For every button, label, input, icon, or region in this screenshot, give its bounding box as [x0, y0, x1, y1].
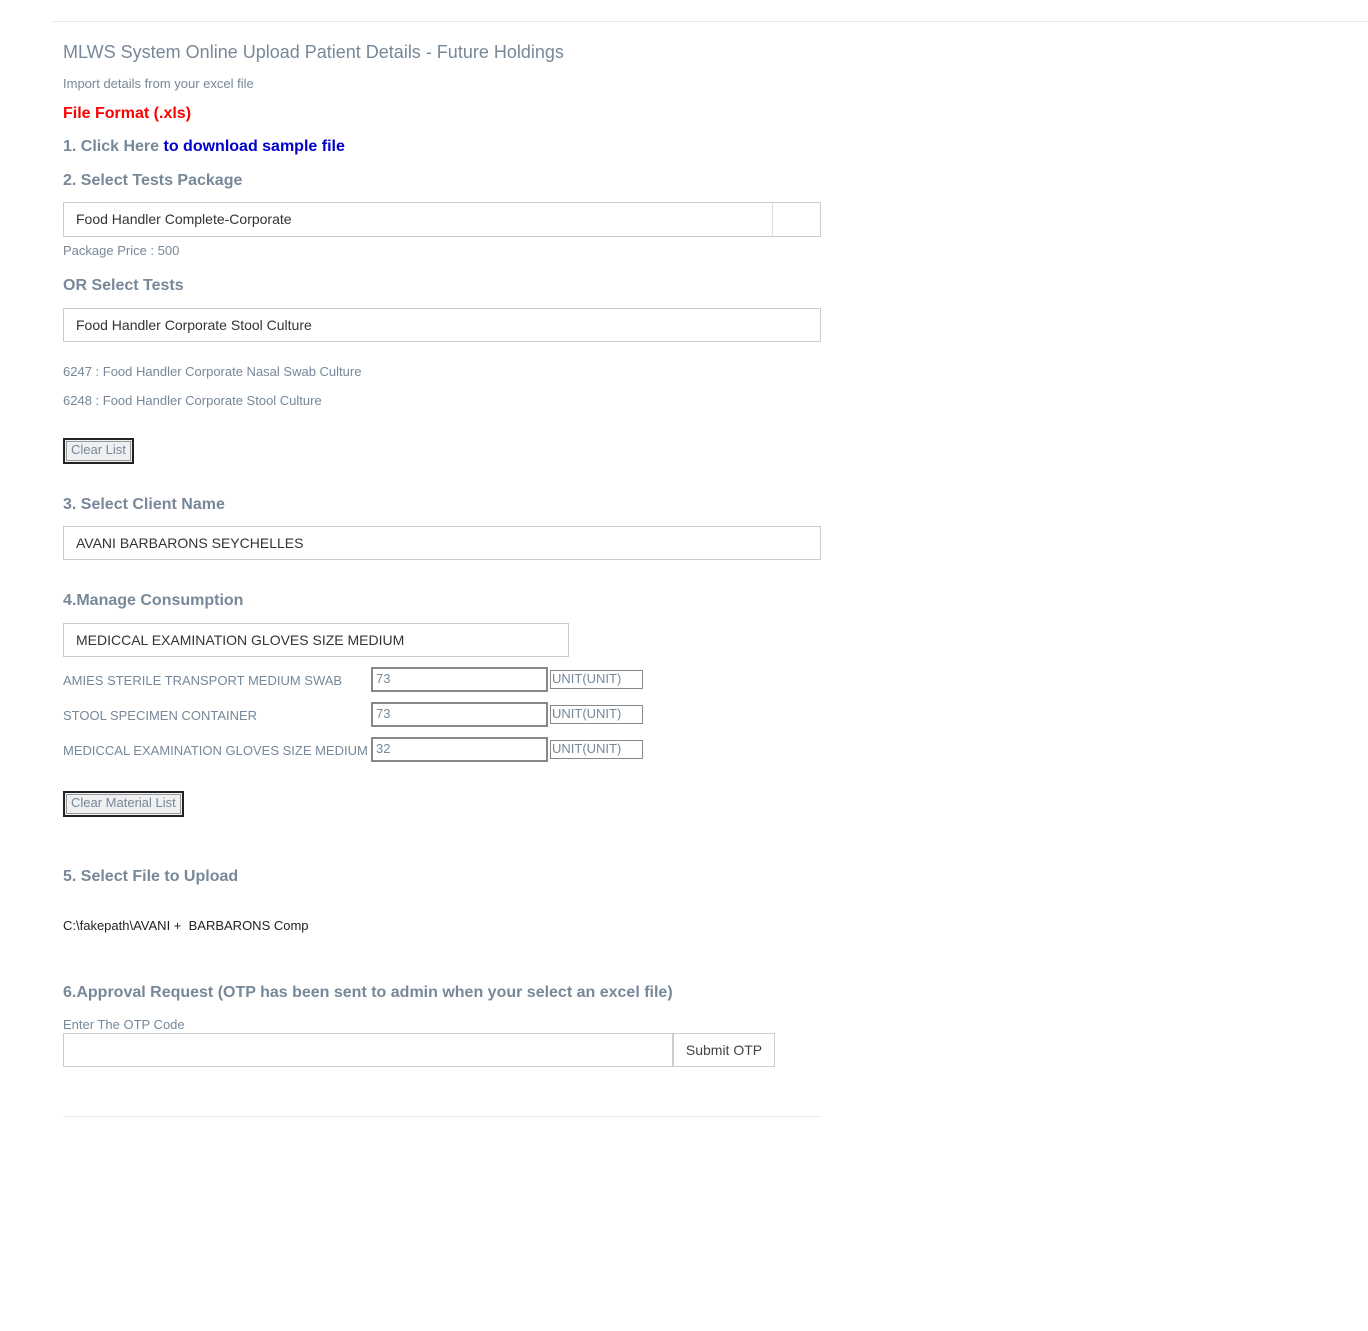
selected-file-path[interactable]: C:\fakepath\AVANI + BARBARONS Comp: [63, 918, 309, 933]
material-qty-input[interactable]: 73: [371, 667, 548, 692]
step2-heading: 2. Select Tests Package: [63, 172, 243, 189]
material-unit-field[interactable]: UNIT(UNIT): [550, 670, 643, 689]
selected-test-item: 6247 : Food Handler Corporate Nasal Swab Culture: [63, 364, 362, 379]
otp-input[interactable]: [63, 1033, 673, 1067]
download-sample-link[interactable]: to download sample file: [159, 138, 345, 155]
tests-select[interactable]: [63, 308, 821, 342]
tests-select-value: Food Handler Corporate Stool Culture: [76, 317, 312, 333]
material-name: AMIES STERILE TRANSPORT MEDIUM SWAB: [63, 673, 343, 688]
page-subtitle: Import details from your excel file: [63, 76, 254, 91]
submit-otp-button[interactable]: Submit OTP: [673, 1033, 775, 1067]
material-name: MEDICCAL EXAMINATION GLOVES SIZE MEDIUM: [63, 743, 368, 758]
material-select-value: MEDICCAL EXAMINATION GLOVES SIZE MEDIUM: [76, 632, 405, 648]
top-divider: [53, 21, 1368, 22]
selected-test-item: 6248 : Food Handler Corporate Stool Culture: [63, 393, 322, 408]
select-caret: [772, 203, 820, 236]
material-qty-input[interactable]: 73: [371, 702, 548, 727]
package-price: Package Price : 500: [63, 243, 180, 258]
page-title: MLWS System Online Upload Patient Details - Future Holdings: [63, 42, 564, 62]
tests-package-select[interactable]: [63, 202, 821, 237]
clear-list-button[interactable]: [63, 438, 134, 464]
tests-package-value: Food Handler Complete-Corporate: [76, 211, 292, 227]
step5-heading: 5. Select File to Upload: [63, 868, 239, 885]
clear-material-list-button[interactable]: [63, 791, 184, 817]
step1-heading: [63, 138, 345, 156]
step6-heading: 6.Approval Request (OTP has been sent to admin when your select an excel file): [63, 984, 673, 1001]
material-select[interactable]: [63, 623, 569, 657]
clear-list-label: Clear List: [71, 442, 126, 457]
or-select-tests-heading: OR Select Tests: [63, 277, 184, 294]
client-name-select[interactable]: [63, 526, 821, 560]
material-unit-field[interactable]: UNIT(UNIT): [550, 705, 643, 724]
material-name: STOOL SPECIMEN CONTAINER: [63, 708, 258, 723]
otp-label: Enter The OTP Code: [63, 1017, 185, 1032]
file-format-notice: File Format (.xls): [63, 105, 192, 122]
material-unit-field[interactable]: UNIT(UNIT): [550, 740, 643, 759]
material-qty-input[interactable]: 32: [371, 737, 548, 762]
step4-heading: 4.Manage Consumption: [63, 592, 244, 609]
step3-heading: 3. Select Client Name: [63, 496, 225, 513]
client-name-value: AVANI BARBARONS SEYCHELLES: [76, 535, 304, 551]
bottom-divider: [63, 1116, 821, 1117]
step1-prefix: 1. Click Here: [63, 138, 160, 155]
clear-material-list-label: Clear Material List: [71, 795, 176, 810]
